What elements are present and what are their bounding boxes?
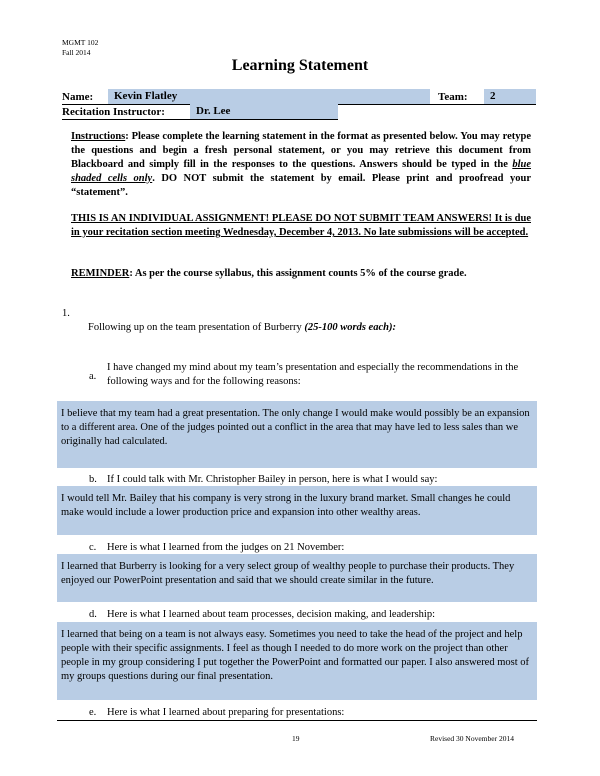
question-letter: d.: [89, 609, 97, 620]
reminder-label: REMINDER: [71, 268, 130, 279]
name-label: Name:: [62, 91, 94, 103]
answer-cell[interactable]: I believe that my team had a great presentation. The only change I would make would possibly be an expansion to a different area. One of the judges pointed out a conflict in the area that may have led to less sales than we originally had calculated.: [57, 401, 537, 468]
reminder-text: : As per the course syllabus, this assignment counts 5% of the course grade.: [129, 268, 467, 279]
question-text: Here is what I learned from the judges on 21 November:: [107, 542, 345, 553]
section-intro: [88, 321, 396, 335]
question-text: I have changed my mind about my team’s presentation and especially the recommendations in the following ways and for the following reasons:: [107, 362, 519, 387]
instructions-paragraph: [71, 130, 531, 200]
course-number: MGMT 102: [62, 38, 99, 47]
page-title: Learning Statement: [231, 57, 369, 74]
instructions-label: Instructions: [71, 131, 126, 142]
instructions-text-1: : Please complete the learning statement in the format as presented below. You may retype the questions and begin a fresh personal statement, or you may retrieve this document from Blackboard and simply fill in the responses to the questions. Answers should be typed in the: [71, 131, 531, 170]
instructions-emphasis: blue shaded cells only: [71, 159, 531, 184]
individual-assignment-warning: THIS IS AN INDIVIDUAL ASSIGNMENT! PLEASE DO NOT SUBMIT TEAM ANSWERS! It is due in your recitation section meeting Wednesday, December 4, 2013. No late submissions will be accepted.: [71, 213, 531, 238]
question-text: Here is what I learned about team processes, decision making, and leadership:: [107, 609, 436, 620]
answer-cell[interactable]: I would tell Mr. Bailey that his company is very strong in the luxury brand market. Small changes he could make would include a lower production price and expansion into other wealthy areas.: [57, 486, 537, 535]
section-word-count-note: (25-100 words each):: [304, 322, 396, 333]
course-term: Fall 2014: [62, 48, 91, 57]
question-e-rule: [57, 720, 537, 721]
answer-cell[interactable]: I learned that Burberry is looking for a very select group of wealthy people to purchase their products. They enjoyed our PowerPoint presentation and said that we should create similar in the future.: [57, 554, 537, 602]
question-letter: a.: [89, 371, 97, 382]
instructor-row-rule: [62, 119, 338, 120]
course-code: [62, 38, 98, 58]
question-letter: c.: [89, 542, 97, 553]
question-text: Here is what I learned about preparing for presentations:: [107, 707, 345, 718]
instructions-text-2: . DO NOT submit the statement by email. Please print and proofread your “statement”.: [71, 173, 532, 198]
answer-cell[interactable]: I learned that being on a team is not always easy. Sometimes you need to take the head of the project and help people with their specific assignments. I feel as though I needed to do more work on the project than other people in my group considering I put together the PowerPoint and formatted our paper. I also answered most of my groups questions during our final presentation.: [57, 622, 537, 700]
question-letter: e.: [89, 707, 97, 718]
instructor-value[interactable]: Dr. Lee: [190, 104, 338, 119]
name-value[interactable]: Kevin Flatley: [108, 89, 430, 104]
team-label: Team:: [438, 91, 468, 103]
instructor-label: Recitation Instructor:: [62, 106, 165, 118]
section-number: 1.: [62, 308, 70, 319]
section-intro-text: Following up on the team presentation of Burberry: [88, 322, 305, 333]
page-number: 19: [292, 734, 300, 743]
reminder-paragraph: [71, 267, 531, 281]
question-letter: b.: [89, 474, 97, 485]
team-value[interactable]: 2: [484, 89, 536, 104]
revision-date: Revised 30 November 2014: [430, 734, 514, 743]
question-text: If I could talk with Mr. Christopher Bailey in person, here is what I would say:: [107, 474, 438, 485]
